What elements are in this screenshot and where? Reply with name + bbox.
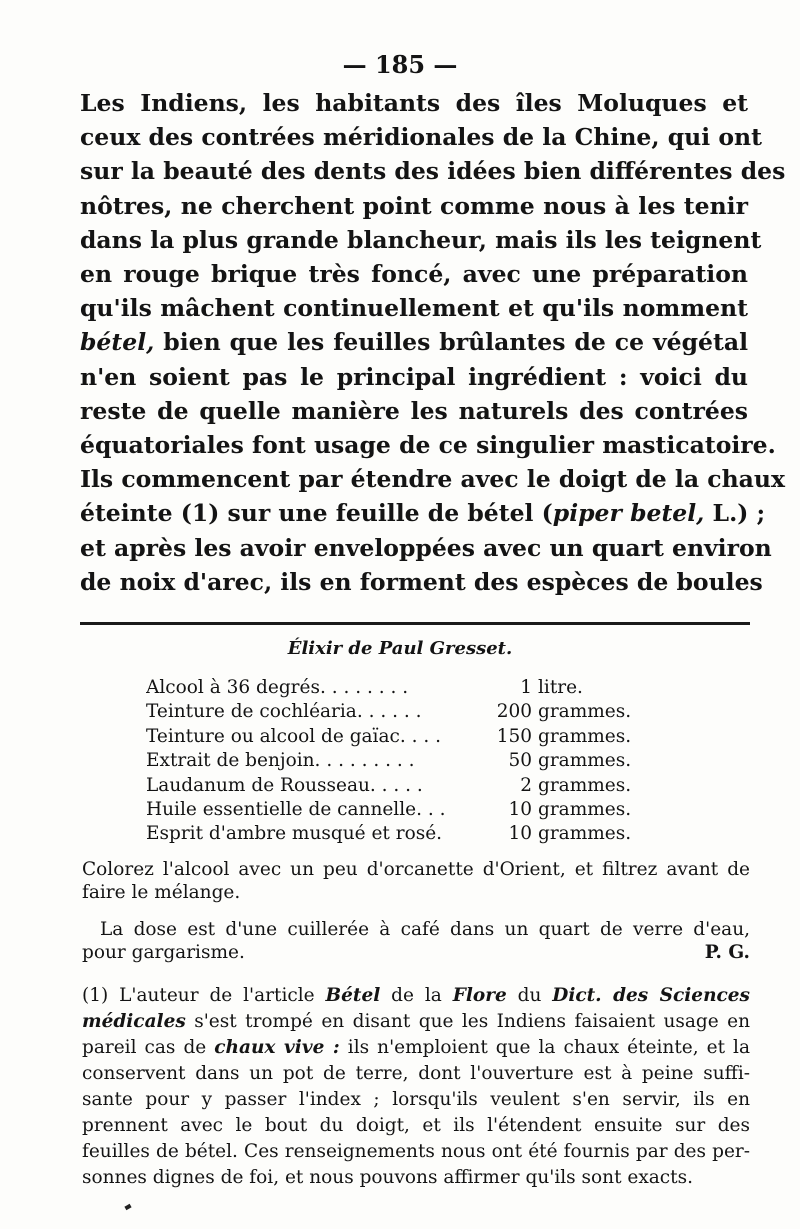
note-line: Colorez l'alcool avec un peu d'orcanette d'Orient, et filtrez avant de	[82, 859, 750, 880]
footnote-line: feuilles de bétel. Ces renseignements nous ont été fournis par des per-	[82, 1141, 750, 1162]
text-line: n'en soient pas le principal ingrédient : voici du	[80, 362, 748, 391]
footnote-italic: chaux vive :	[214, 1037, 340, 1058]
footnote-line: prennent avec le bout du doigt, et ils l'étendent ensuite sur des	[82, 1115, 750, 1136]
text-line: Les Indiens, les habitants des îles Moluques et	[80, 89, 748, 117]
text-line: équatoriales font usage de ce singulier masticatoire.	[80, 431, 776, 460]
ingredient-qty: 10	[508, 799, 532, 821]
ink-mark	[124, 1204, 131, 1210]
text-line: ceux des contrées méridionales de la Chine, qui ont	[80, 123, 762, 152]
footnote-line: sante pour y passer l'index ; lorsqu'ils veulent s'en servir, ils en	[82, 1089, 750, 1110]
ingredient-name: Alcool à 36 degrés. . . . . . . .	[146, 677, 409, 698]
betel-italic: bétel,	[80, 328, 155, 357]
text-segment: éteinte (1) sur une feuille de bétel (	[80, 499, 553, 528]
text-line: dans la plus grande blancheur, mais ils les teignent	[80, 225, 762, 254]
note-line: faire le mélange.	[82, 881, 241, 903]
recipe-row	[146, 774, 666, 798]
text-line: en rouge brique très foncé, avec une préparation	[80, 260, 748, 289]
text-line: nôtres, ne cherchent point comme nous à les tenir	[80, 191, 748, 220]
ingredient-name: Extrait de benjoin. . . . . . . . .	[146, 750, 415, 772]
ingredient-unit: grammes.	[538, 750, 632, 772]
footnote	[82, 983, 750, 1191]
text-line	[80, 496, 766, 530]
ingredient-unit: grammes.	[538, 725, 632, 747]
text-line: et après les avoir enveloppées avec un quart environ	[80, 533, 772, 562]
text-segment: du	[506, 985, 553, 1006]
text-line: reste de quelle manière les naturels des contrées	[80, 396, 748, 425]
footnote-line: sonnes dignes de foi, et nous pouvons affirmer qu'ils sont exacts.	[82, 1167, 693, 1188]
recipe-row	[146, 676, 666, 700]
ingredient-name: Laudanum de Rousseau. . . . .	[146, 774, 423, 796]
recipe-title: Élixir de Paul Gresset.	[287, 638, 513, 659]
text-line	[80, 325, 748, 359]
footnote-italic: Bétel	[325, 985, 381, 1006]
ingredient-qty: 150	[496, 725, 532, 747]
text-line: qu'ils mâchent continuellement et qu'ils nomment	[80, 294, 748, 323]
latin-name-italic: piper betel,	[552, 499, 705, 528]
ingredient-name: Esprit d'ambre musqué et rosé.	[146, 823, 443, 845]
ingredient-unit: grammes.	[538, 799, 632, 821]
text-line: de noix d'arec, ils en forment des espèces de boules	[80, 567, 763, 596]
note-line: La dose est d'une cuillerée à café dans un quart de verre d'eau,	[100, 919, 750, 940]
ingredient-name: Teinture ou alcool de gaïac. . . .	[146, 725, 442, 747]
ingredient-name: Huile essentielle de cannelle. . .	[146, 799, 446, 821]
footnote-line	[82, 1009, 750, 1035]
signature: P. G.	[704, 941, 750, 963]
text-segment: L.) ;	[704, 499, 766, 528]
recipe-row	[146, 798, 666, 822]
dosage-note	[82, 919, 750, 964]
text-segment: (1) L'auteur de l'article	[82, 985, 326, 1006]
ingredient-qty: 2	[520, 774, 532, 796]
footnote-italic: Flore	[452, 985, 507, 1006]
text-segment: ils n'emploient que la chaux éteinte, et la	[339, 1037, 750, 1058]
note-line	[82, 942, 750, 965]
ingredient-unit: litre.	[538, 677, 583, 698]
ingredient-qty: 50	[508, 750, 532, 772]
text-segment: s'est trompé en disant que les Indiens faisaient usage en	[185, 1011, 750, 1032]
ingredient-unit: grammes.	[538, 823, 632, 845]
footnote-italic: médicales	[82, 1011, 186, 1032]
ingredient-unit: grammes.	[538, 774, 632, 796]
note-text: pour gargarisme.	[82, 941, 245, 963]
main-text	[80, 86, 786, 599]
recipe-list	[146, 676, 666, 847]
recipe-instructions	[82, 859, 750, 904]
section-divider	[80, 622, 750, 625]
page-number: — 185 —	[342, 50, 458, 79]
text-line: Ils commencent par étendre avec le doigt de la chaux	[80, 465, 785, 494]
footnote-line	[82, 983, 750, 1009]
text-segment: de la	[380, 985, 453, 1006]
recipe-row	[146, 749, 666, 773]
footnote-italic: Dict. des Sciences	[552, 985, 750, 1006]
text-segment: bien que les feuilles brûlantes de ce végétal	[163, 328, 749, 357]
recipe-row	[146, 700, 666, 724]
recipe-row	[146, 822, 666, 846]
footnote-line	[82, 1035, 750, 1061]
ingredient-name: Teinture de cochléaria. . . . . .	[146, 701, 422, 723]
text-line: sur la beauté des dents des idées bien différentes des	[80, 157, 786, 186]
ingredient-qty: 10	[508, 823, 532, 845]
ingredient-unit: grammes.	[538, 701, 632, 723]
footnote-line: conservent dans un pot de terre, dont l'ouverture est à peine suffi-	[82, 1063, 750, 1084]
text-segment: pareil cas de	[82, 1037, 215, 1058]
ingredient-qty: 200	[496, 701, 532, 723]
ingredient-qty: 1	[520, 677, 532, 698]
recipe-row	[146, 725, 666, 749]
